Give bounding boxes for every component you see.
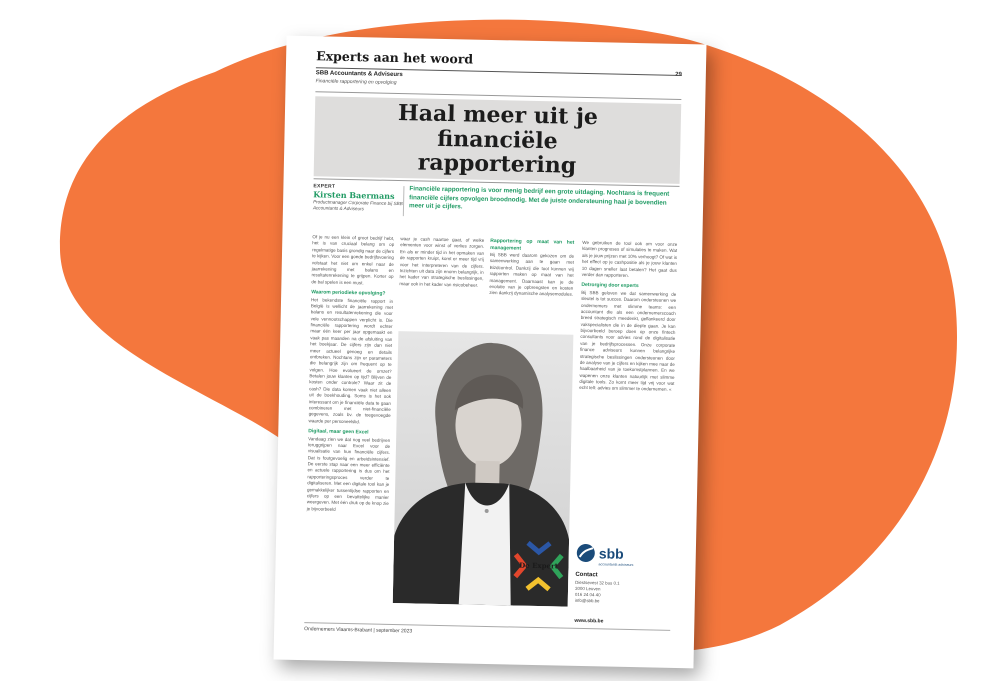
article-column-2 <box>398 236 484 330</box>
contact-details <box>575 580 665 607</box>
sbb-logo-mark <box>575 540 671 572</box>
contact-city: 3000 Leuven <box>575 585 601 592</box>
contact-title: Contact <box>575 571 598 579</box>
badge-text: De Expert <box>519 560 559 571</box>
de-expert-badge <box>511 539 566 594</box>
sbb-logo-subtext: accountants adviseurs <box>598 562 634 568</box>
expert-label: EXPERT <box>313 183 336 190</box>
contact-email: info@sbb.be <box>574 598 600 604</box>
article-column-4 <box>575 240 677 582</box>
subheading-digital: Digitaal, maar geen Excel <box>308 428 369 436</box>
sbb-logo-text: sbb <box>598 545 624 562</box>
subheading-custom-reporting: Rapportering op maat van het management <box>490 237 575 252</box>
page-footer: Ondernemers Vlaams-Brabant | september 2023 <box>304 626 413 635</box>
expert-portrait-photo <box>393 331 574 607</box>
contact-website: www.sbb.be <box>574 617 604 625</box>
body-paragraph: Bij SBB werd daarom gekozen om de samenwerking aan te gaan met Bizdcontrol. Dankzij die tool kunnen wij rapporten maken op maat van het management. Daarnaast kan je de evolutie van je opbrengsten en kosten zien dankzij dynamische analysemodules. <box>489 251 575 297</box>
body-paragraph: Of je nu een klein of groot bedrijf hebt, het is van cruciaal belang om op regelmatige basis grondig naar de cijfers te kijken. Voor een goede bedrijfsvoering volstaat het niet om enkel naar de jaarrekening met balans en resultatenrekening te grijpen. Korter op de bal spelen is een must. <box>311 234 395 285</box>
article-column-3 <box>488 238 574 332</box>
expert-role: Productmanager Corporate Finance bij SBB Accountants & Adviseurs <box>312 199 403 212</box>
intro-paragraph: Financiële rapportering is voor menig bedrijf een grote uitdaging. Nochtans is frequent financiële cijfers opvolgen broodnodig. Met de juiste ondersteuning haal je bovendien meer uit je cijfers. <box>408 185 670 211</box>
contact-phone: 016 24 04 40 <box>574 592 601 598</box>
expert-name: Kirsten Baermans <box>313 189 395 201</box>
body-paragraph: Vandaag zien we dat nog veel bedrijven teruggrijpen naar Excel voor de visualisatie van hun financiële cijfers. Dat is foutgevoelig en arbeidsintensief. De eerste stap naar een meer efficiënte en actuele rapportering is dus om het rapporteringsproces verder te digitaliseren. Met een digitale tool kan je gemakkelijker tussentijdse rapporten en cijfers op een bevattelijke manier weergeven. Met één druk op de knop zie je bijvoorbeeld <box>306 435 391 512</box>
subheading-experts: Detrorging door experts <box>581 282 639 290</box>
body-paragraph: Het bekendste financiële rapport in België is wellicht de jaarrekening met balans en resultatenrekening die voor vele vennootschappen verplicht is. Die financiële rapportering wordt echter maar één keer per jaar opgemaakt en vaak pas maanden na de afsluiting van het boekjaar. De cijfers zijn dan niet meer actueel genoeg en details ontbreken. Nochtans zijn er parameters die belangrijk zijn om frequent op te volgen. Hoe evolueert de omzet? Betalen jouw klanten op tijd? Blijven de kosten onder controle? Waar zit de cash? Die data komen vaak niet alleen uit de boekhouding. Soms is het ook interessant om je financiële data te gaan combineren met niet-financiële gegevens, zoals bv. de toegevoegde waarde per personeelslid. <box>308 296 394 424</box>
company-name: SBB Accountants & Adviseurs <box>315 70 403 79</box>
contact-address: Diestsevest 32 bus 0.1 <box>575 579 620 586</box>
headline: Haal meer uit je financiële rapportering <box>397 100 599 180</box>
body-paragraph: waar je cash naartoe gaat, of welke elementen voor winst of verlies zorgen. En als er minder tijd in het opmaken van de rapporten kruipt, komt er meer tijd vrij voor het interpreteren van de cijfers. Inzichten uit data zijn enorm belangrijk, in het kader van strategische beslissingen, maar ook in het kader van risicobeheer. <box>399 236 485 288</box>
article-column-1 <box>304 234 394 616</box>
subheading-periodic: Waarom periodieke opvolging? <box>311 289 386 297</box>
body-paragraph: We gebruiken de tool ook om voor onze klanten prognoses of simulaties te maken. Wat als je jouw prijzen met 10% verhoogt? Of wat is het effect op je cashpositie als je jouw klanten 10 dagen sneller laat betalen? Het gaat dus verder dan rapporteren. <box>581 239 678 278</box>
section-title: Experts aan het woord <box>316 48 474 67</box>
sbb-logo <box>575 540 671 572</box>
headline-box <box>314 96 682 184</box>
body-paragraph: Bij SBB geloven we dat samenwerking de sleutel is tot succes. Daarom ondersteunen we ondernemers met slimme teams: een accountant die als een ondernemerscoach breed strategisch meedenkt, geflankeerd door vakspecialisten die in de diepte gaan. Je kan bijvoorbeeld beroep doen op onze fintech consultants voor advies rond de digitalisatie van je bedrijfsprocessen. Onze corporate finance adviseurs kunnen belangrijke strategische beslissingen ondersteunen door de analyse van je cijfers en kijken mee naar de haalbaarheid van je toekomstplannen. En we wapenen onze klanten natuurlijk met slimme digitale tools. Zo komt meer tijd vrij voor wat echt telt: advies om slimmer te ondernemen. « <box>579 289 677 393</box>
company-subtitle: Financiële rapportering en opvolging <box>315 78 397 86</box>
magazine-page <box>274 36 707 669</box>
